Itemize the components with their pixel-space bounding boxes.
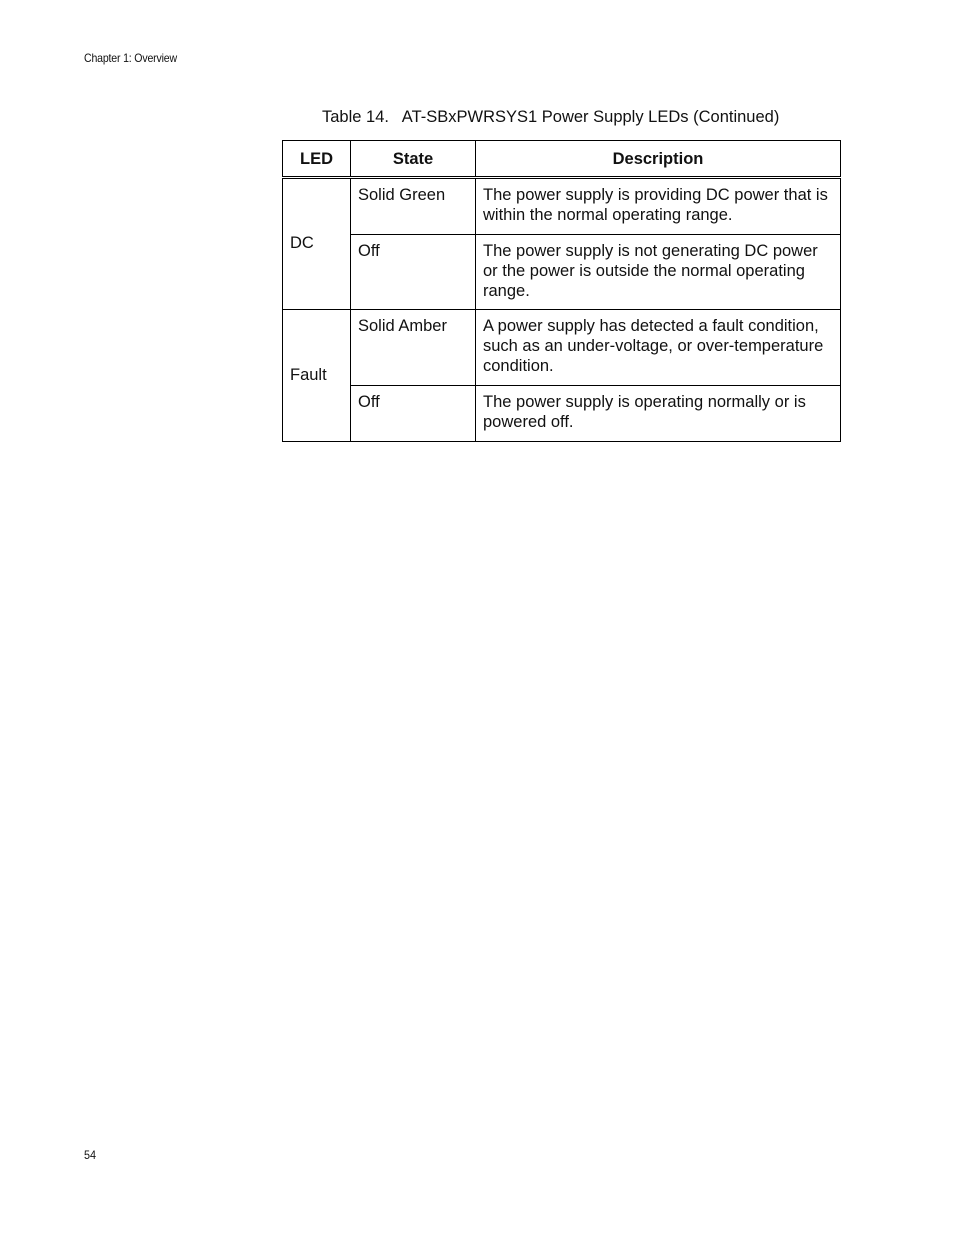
description-cell: The power supply is providing DC power that is within the normal operating range.: [476, 178, 841, 235]
column-header-state: State: [351, 141, 476, 178]
table-row: [283, 235, 841, 310]
description-cell: The power supply is operating normally or is powered off.: [476, 386, 841, 442]
table-row: [283, 310, 841, 386]
description-cell: A power supply has detected a fault condition, such as an under-voltage, or over-temperature condition.: [476, 310, 841, 386]
table-row: [283, 386, 841, 442]
table-header-row: [283, 141, 841, 178]
table-row: [283, 178, 841, 235]
state-cell: Solid Green: [351, 178, 476, 235]
led-cell-dc: DC: [283, 178, 351, 310]
description-cell: The power supply is not generating DC power or the power is outside the normal operating range.: [476, 235, 841, 310]
led-table: [282, 140, 841, 442]
chapter-header: Chapter 1: Overview: [84, 51, 177, 65]
state-cell: Off: [351, 386, 476, 442]
table-caption: Table 14. AT-SBxPWRSYS1 Power Supply LEDs (Continued): [322, 108, 780, 126]
column-header-led: LED: [283, 141, 351, 178]
page-number: 54: [84, 1148, 97, 1162]
state-cell: Solid Amber: [351, 310, 476, 386]
led-cell-fault: Fault: [283, 310, 351, 442]
column-header-description: Description: [476, 141, 841, 178]
state-cell: Off: [351, 235, 476, 310]
